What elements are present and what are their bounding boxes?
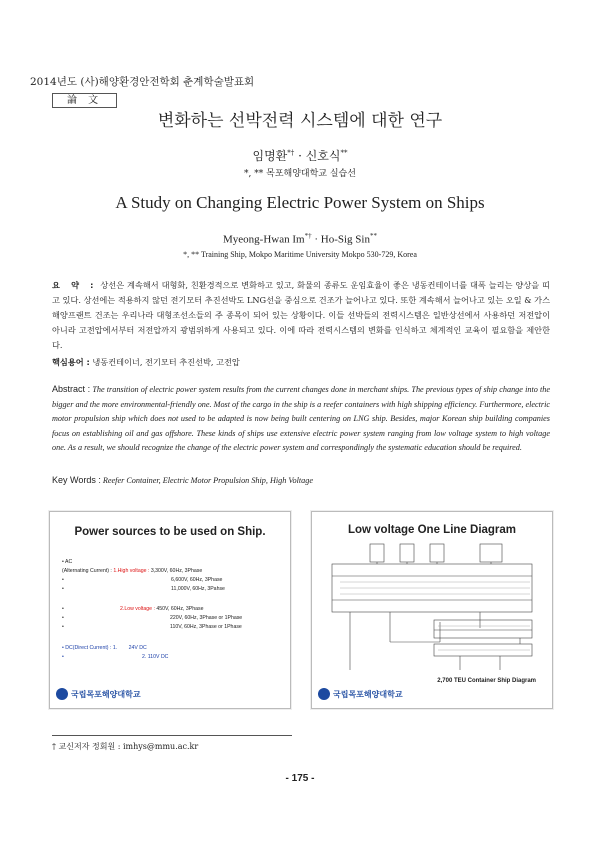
slide1-high-3: 11,000V, 60Hz, 3Pahse xyxy=(171,586,225,592)
keywords-korean-text: 냉동컨테이너, 전기모터 추진선박, 고전압 xyxy=(92,357,240,367)
university-emblem-icon xyxy=(56,688,68,700)
author-2-mark: ** xyxy=(340,149,348,157)
affiliation-korean: *, ** 목포해양대학교 실습선 xyxy=(244,169,356,179)
author-2: 신호식 xyxy=(305,149,341,163)
keywords-english-label: Key Words : xyxy=(52,475,101,485)
author-1-en-mark: *† xyxy=(304,232,312,240)
abstract-korean xyxy=(52,278,550,353)
article-type-tag: 論 文 xyxy=(52,93,117,108)
abstract-english-label: Abstract : xyxy=(52,384,91,394)
conference-header: 2014년도 (사)해양환경안전학회 춘계학술발표회 xyxy=(30,76,255,88)
slide2-university-logo xyxy=(318,688,403,700)
slide1-low-3-line: • 110V, 60Hz, 3Phase or 1Phase xyxy=(62,624,242,630)
slide1-high-1: 3,300V, 60Hz, 3Phase xyxy=(150,568,203,574)
author-2-en-mark: ** xyxy=(369,232,377,240)
emergency-switchboard-box xyxy=(434,620,532,638)
slide1-alt-line xyxy=(62,568,202,575)
figure-power-sources-slide xyxy=(49,511,291,709)
slide1-alt-label: (Alternating Current) : xyxy=(62,568,114,574)
authors-english xyxy=(0,232,600,246)
one-line-diagram-drawing xyxy=(330,542,536,674)
abstract-english-text: The transition of electric power system results from the current changes done in merchant ships. The previous types of ship change into the bigger and the more environmental-friendly one. Most of the cargo in the ship is a reefer containers with high shipping efficiency. Furthermore, electric motor propulsion ship which does not used to be adapted is now being built centering on LNG ship. Besides, major Korean ship building companies focus on establishing oil and gas offshore. These kinds of ships use extensive electric power system ranging from low voltage system to high voltage one. As a result, we should recognize the change of the electric power system and correspondingly the systematic education should be required. xyxy=(52,385,550,453)
author-2-en: Ho-Sig Sin xyxy=(320,233,370,246)
slide1-high-label: 1.High voltage : xyxy=(113,568,151,574)
abstract-english xyxy=(52,382,550,456)
slide1-university-logo xyxy=(56,688,141,700)
author-1-en: Myeong-Hwan Im xyxy=(223,233,305,246)
slide1-high-2-line: • 6,600V, 60Hz, 3Phase xyxy=(62,577,223,583)
authors-korean xyxy=(0,147,600,164)
slide1-ac: AC xyxy=(64,559,73,565)
slide2-logo-text: 국립목포해양대학교 xyxy=(333,689,403,699)
slide1-low-1: 450V, 60Hz, 3Phase xyxy=(156,606,204,612)
slide1-ac-bullet: • AC xyxy=(62,559,73,565)
slide1-high-2: 6,600V, 60Hz, 3Phase xyxy=(171,577,223,583)
page-number: - 175 - xyxy=(285,773,315,784)
title-korean: 변화하는 선박전력 시스템에 대한 연구 xyxy=(157,111,443,131)
slide1-dc-line: • DC(Direct Current) : 1. 24V DC xyxy=(62,645,147,651)
slide1-dc-2-line: • 2. 110V DC xyxy=(62,654,169,660)
slide1-dc-1: 24V DC xyxy=(128,645,147,651)
slide2-title: Low voltage One Line Diagram xyxy=(347,524,517,536)
keywords-english-text: Reefer Container, Electric Motor Propulsion Ship, High Voltage xyxy=(102,476,313,485)
author-separator: · xyxy=(294,149,306,163)
slide1-title: Power sources to be used on Ship. xyxy=(74,526,266,538)
footnote: † 교신저자 정회원 : imhys@mmu.ac.kr xyxy=(52,742,199,751)
keywords-korean xyxy=(52,357,240,368)
slide1-high-3-line: • 11,000V, 60Hz, 3Pahse xyxy=(62,586,225,592)
slide1-low-2: 220V, 60Hz, 3Phase or 1Phase xyxy=(170,615,243,621)
footnote-divider xyxy=(52,735,292,736)
slide1-logo-text: 국립목포해양대학교 xyxy=(71,689,141,699)
keywords-korean-label: 핵심용어 : xyxy=(52,357,90,367)
slide1-dc-label: DC(Direct Current) : 1. xyxy=(65,645,118,651)
abstract-korean-text: 상선은 계속해서 대형화, 친환경적으로 변화하고 있고, 화물의 종류도 운임효율이 좋은 냉동컨테이너를 대폭 늘리는 양상을 띠고 있다. 상선에는 적용하지 않던 전기모터 추진선박도 LNG선을 중심으로 건조가 늘어나고 있다. 또한 계속해서 늘어나고 있는 오일 & 가스 해양프랜트 건조는 우리나라 대형조선소들의 주 종목이 되어 있는 상황이다. 이들 선박들의 전력시스템은 일반상선에서 사용하던 저전압이 아니라 고전압에서부터 저전압까지 광범위하게 사용되고 있다. 이에 따라 전력시스템의 변화를 인식하고 체계적인 교육이 필요함을 제안한다. xyxy=(52,280,550,350)
abstract-korean-label: 요 약 : xyxy=(52,280,98,290)
figure-one-line-diagram-slide xyxy=(311,511,553,709)
slide1-low-label: 2.Low voltage : xyxy=(120,606,157,612)
slide1-low-1-line: • 2.Low voltage : 450V, 60Hz, 3Phase xyxy=(62,606,204,612)
title-english: A Study on Changing Electric Power System on Ships xyxy=(115,193,485,212)
affiliation-english: *, ** Training Ship, Mokpo Maritime University Mokpo 530-729, Korea xyxy=(183,250,417,259)
slide2-caption: 2,700 TEU Container Ship Diagram xyxy=(437,678,536,684)
slide1-dc-2: 2. 110V DC xyxy=(142,654,169,660)
slide1-low-3: 110V, 60Hz, 3Phase or 1Phase xyxy=(170,624,242,630)
author-1-mark: *† xyxy=(287,149,295,157)
author-1: 임명환 xyxy=(252,149,288,163)
keywords-english xyxy=(52,475,313,485)
author-en-separator: · xyxy=(311,233,321,246)
slide1-low-2-line: • 220V, 60Hz, 3Phase or 1Phase xyxy=(62,615,243,621)
university-emblem-icon xyxy=(318,688,330,700)
